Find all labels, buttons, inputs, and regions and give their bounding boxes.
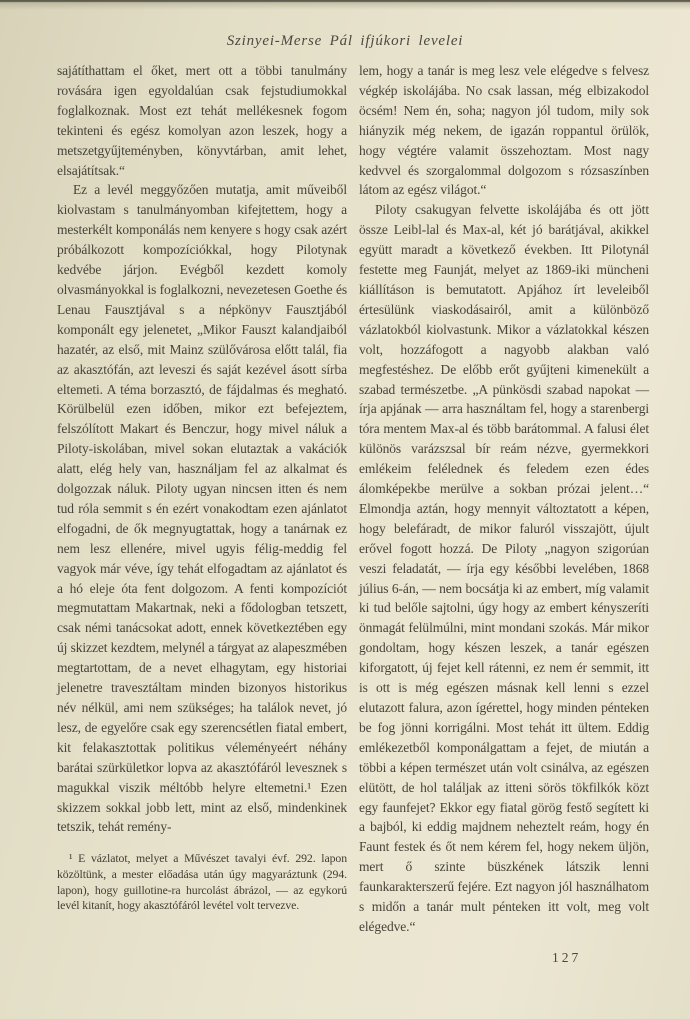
text-columns bbox=[57, 61, 649, 937]
footnote: ¹ E vázlatot, melyet a Művészet tavalyi évf. 292. lapon közöltünk, a mester előadása után úgy magyaráztunk (294. lapon), hogy guillotine-ra hurcolást ábrázol, — az egykorú levél kitanít, hogy akasztófáról levétel volt tervezve. bbox=[57, 851, 347, 913]
paragraph-continuation: sajátíthattam el őket, mert ott a többi tanulmány rovására igen egyoldalúan csak fejstudiumokkal foglalkoznak. Most ezt tehát mellékesnek fogom tekinteni és egész komolyan azon leszek, hogy a metszetgyűjteményben, könyvtárban, amit lehet, elsajátítsak.“ bbox=[57, 63, 347, 178]
scan-top-edge bbox=[0, 0, 690, 2]
paragraph: Piloty csakugyan felvette iskolájába és ott jött össze Leibl-lal és Max-al, két jó barátjával, akikkel együtt maradt a következő években. Itt Pilotynál festette meg Faunját, melyet az 1869-iki müncheni kiállításon is bemutatott. Apjához írt leveleiből értesülünk viaskodásairól, amit a különböző vázlatokból kiolvastunk. Mikor a vázlatokkal készen volt, hozzáfogott a nagyobb alakban való megfestéshez. De előbb erőt gyűjteni kimenekült a szabad természetbe. „A pünkösdi szabad napokat — írja apjának — arra használtam fel, hogy a starenbergi tóra mentem Max-al és több barátommal. A falusi élet különös varázszsal bír reám nézve, gyermekkori emlékeim felélednek és feledem ezen édes álomképekbe merülve a sokban prózai jelent…“ Elmondja aztán, hogy mennyit változtatott a képen, hogy belefáradt, de mikor faluról visszajött, újult erővel fogott hozzá. De Piloty „nagyon szigorúan veszi feladatát, — írja egy későbbi levelében, 1868 július 6-án, — nem bocsátja ki az embert, míg valamit ki tud belőle sajtolni, úgy hogy az embert kényszeríti önmagát felülmúlni, mint mondani szokás. Már mikor gondoltam, hogy készen leszek, a tanár egészen kiforgatott, új fejet kell rátenni, ez nem ér semmit, itt is ott is még egészen másnak kell lenni s ezzel elutazott falura, azon ígérettel, hogy minden pénteken be fog jönni korrigálni. Most tehát itt ültem. Eddig emlékezetből komponálgattam a fejet, de miután a többi a képen természet után volt csinálva, az egészen elütött, de hol találjak az itteni sörös tökfilkók közt egy faunfejet? Ekkor egy fiatal görög festő segített ki a bajból, ki eddig majdnem neheztelt reám, hogy én Faunt festek és őt nem kérem fel, hogy nekem üljön, mert ő szinte büszkének látszik lenni faunkarakterszerű fejére. Ezt nagyon jól használhatom s midőn a tanár mult pénteken itt volt, meg volt elégedve.“ bbox=[359, 202, 649, 934]
paragraph: Ez a levél meggyőzően mutatja, amit műveiből kiolvastam s tanulmányomban kifejtettem, hogy a mesterkélt komponálás nem kenyere s hogy csak azért próbálkozott kompozíciókkal, hogy Pilotynak kedvébe járjon. Evégből kezdett komoly olvasmányokkal is foglalkozni, nevezetesen Goethe és Lenau Fausztjával s a népkönyv Fausztjából komponált egy jelenetet, „Mikor Fauszt kalandjaiból hazatér, az első, mit Mainz szülővárosa előtt talál, fia az akasztófán, azt leveszi és saját kezével ásott sírba eltemeti. A téma borzasztó, de fájdalmas és megható. Körülbelül ezen időben, mikor ezt befejeztem, felszólított Makart és Benczur, hogy mivel náluk a Piloty-iskolában, mivel sokan elutaztak a vakációk alatt, elég hely van, használjam fel az alkalmat és dolgozzak náluk. Piloty ugyan nincsen itten és nem tud róla semmit s én ezért vonakodtam ezen ajánlatot elfogadni, de ők megnyugtattak, hogy a tanárnak ez nem lesz ellenére, mivel ugyis félig-meddig fel vagyok már véve, így tehát elfogadtam az ajánlatot és a hó eleje óta fent dolgozom. A fenti kompozíciót megmutattam Makartnak, neki a fődologban tetszett, csak némi tanácsokat adott, ennek következtében egy új skizzet kezdtem, melynél a tárgyat az alapeszmében megtartottam, de a nevet elhagytam, egy historiai jelenetre travesztáltam minden bizonyos historikus név nélkül, ami nem szükséges; ha találok nevet, jó lesz, de egyelőre csak egy szerencsétlen fiatal embert, kit felakasztottak politikus véleményeért néhány barátai szürkületkor lopva az akasztófáról levesznek s magukkal viszik méltóbb helyre eltemetni.¹ Ezen skizzem sokkal jobb lett, mint az első, mindenkinek tetszik, tehát remény- bbox=[57, 182, 347, 835]
page-number: 127 bbox=[552, 950, 582, 965]
right-column bbox=[359, 61, 649, 937]
left-column bbox=[57, 61, 347, 937]
running-title: Szinyei-Merse Pál ifjúkori levelei bbox=[226, 33, 464, 49]
paragraph-continuation: lem, hogy a tanár is meg lesz vele elégedve s felvesz végkép iskolájába. No csak lassan, még elbizakodol öcsém! Nem én, soha; nagyon jól tudom, mily sok hiányzik még nekem, de igazán roppantul örülök, hogy végtére valamit összehoztam. Most nagy kedvvel és szorgalommal dolgozom s rózsaszínben látom az egész világot.“ bbox=[359, 63, 649, 198]
